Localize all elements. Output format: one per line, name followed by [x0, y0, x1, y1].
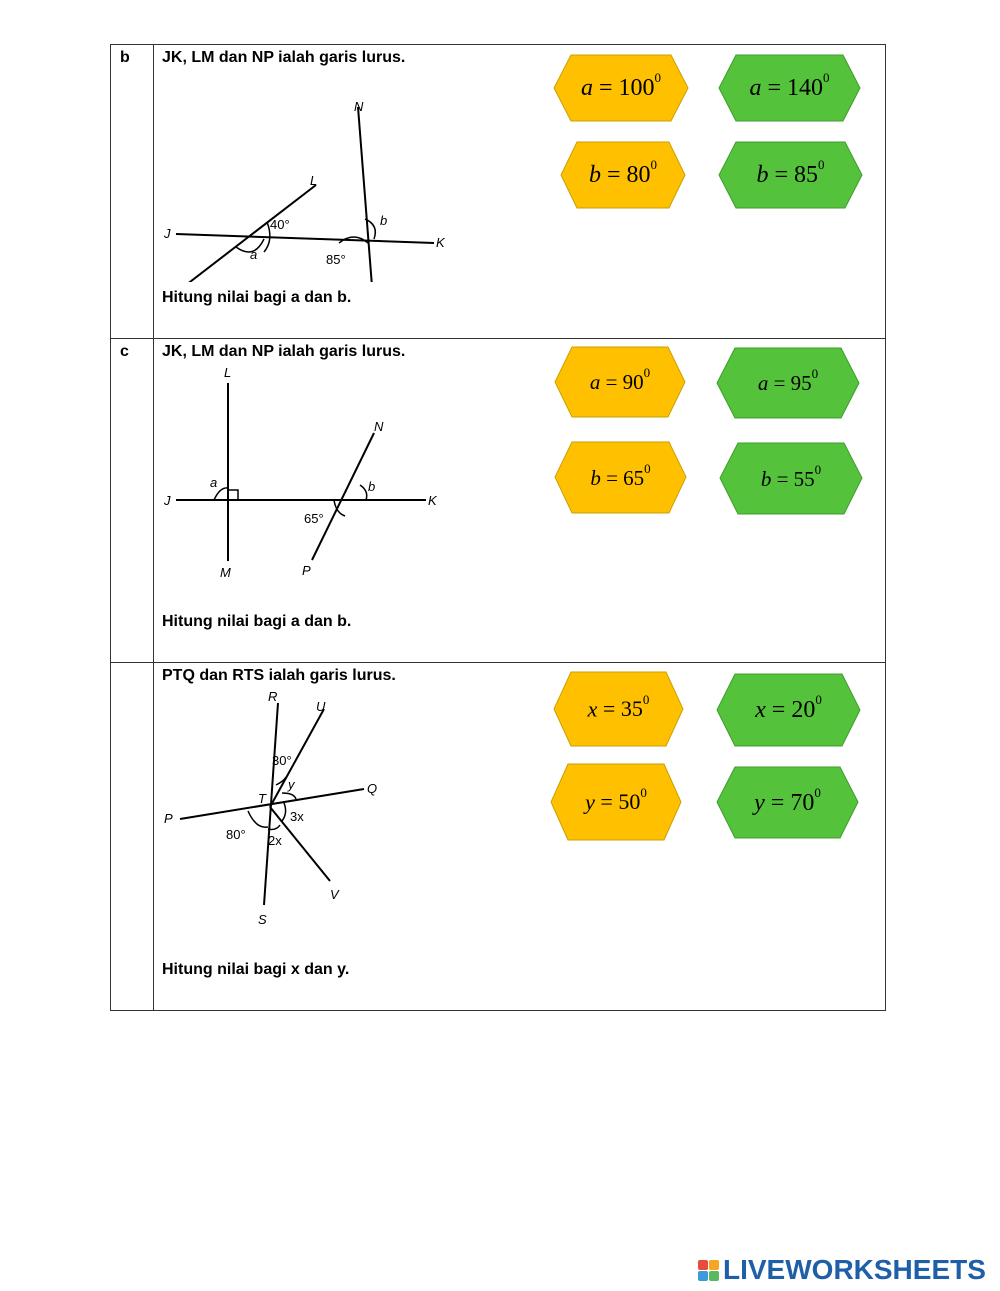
answer-text: $b = 55^0$: [760, 461, 822, 491]
question-statement: JK, LM dan NP ialah garis lurus.: [162, 49, 406, 66]
angle-label: 80°: [226, 827, 246, 842]
angle-label: 30°: [272, 753, 292, 768]
answer-text: $a = 90^0$: [589, 365, 651, 394]
answer-x-35-button[interactable]: [553, 671, 684, 747]
question-statement: PTQ dan RTS ialah garis lurus.: [162, 667, 396, 684]
point-label: S: [258, 912, 267, 927]
answer-text: $y = 70^0$: [754, 784, 821, 816]
angle-label: 2x: [268, 833, 282, 848]
point-label: V: [330, 887, 339, 902]
question-statement: JK, LM dan NP ialah garis lurus.: [162, 343, 406, 360]
answer-text: $b = 65^0$: [590, 460, 651, 490]
angle-label: 85°: [326, 252, 346, 267]
point-label: M: [220, 565, 231, 580]
point-label: L: [310, 173, 318, 188]
unknown-label: a: [210, 475, 218, 490]
unknown-label: b: [380, 213, 388, 228]
liveworksheets-logo: [698, 1254, 986, 1286]
point-label: N: [354, 99, 364, 114]
brand-name: LIVEWORKSHEETS: [723, 1254, 986, 1285]
angle-label: 3x: [290, 809, 304, 824]
point-label: K: [428, 493, 437, 508]
unknown-label: a: [250, 247, 258, 262]
answer-b-55-button[interactable]: [719, 442, 863, 515]
answer-b-65-button[interactable]: [554, 441, 687, 514]
question-prompt: Hitung nilai bagi x dan y.: [162, 961, 350, 978]
answer-y-50-button[interactable]: [550, 763, 682, 841]
point-label: K: [436, 235, 445, 250]
angle-figure-b: [164, 97, 454, 282]
answer-x-20-button[interactable]: [716, 673, 861, 747]
angle-figure-c: [164, 363, 454, 583]
angle-label: 40°: [270, 217, 290, 232]
answer-a-95-button[interactable]: [716, 347, 860, 419]
point-label: R: [268, 689, 278, 704]
answer-text: $x = 35^0$: [587, 691, 650, 722]
point-label: P: [302, 563, 311, 578]
liveworksheets-logo-icon: [698, 1260, 719, 1281]
answer-b-80-button[interactable]: [560, 141, 686, 209]
answer-text: $x = 20^0$: [755, 692, 822, 723]
row-label: [111, 663, 154, 1011]
question-prompt: Hitung nilai bagi a dan b.: [162, 613, 352, 630]
answer-y-70-button[interactable]: [716, 766, 859, 839]
point-label: T: [258, 791, 266, 806]
row-label: b: [111, 45, 154, 339]
point-label: J: [164, 493, 171, 508]
point-label: L: [224, 365, 232, 380]
row-label: c: [111, 339, 154, 663]
point-label: N: [374, 419, 384, 434]
answer-b-85-button[interactable]: [718, 141, 863, 209]
answer-a-100-button[interactable]: [553, 54, 689, 122]
answer-a-140-button[interactable]: [718, 54, 861, 122]
question-prompt: Hitung nilai bagi a dan b.: [162, 289, 352, 306]
point-label: P: [164, 811, 173, 826]
answer-text: $b = 85^0$: [756, 157, 825, 188]
unknown-label: y: [288, 777, 295, 792]
answer-a-90-button[interactable]: [554, 346, 686, 418]
point-label: Q: [367, 781, 378, 796]
unknown-label: b: [368, 479, 376, 494]
answer-text: $y = 50^0$: [585, 784, 647, 815]
point-label: J: [164, 226, 171, 241]
answer-text: $a = 100^0$: [580, 70, 662, 101]
angle-figure-ptq: [164, 689, 424, 939]
answer-text: $b = 80^0$: [588, 157, 658, 188]
angle-label: 65°: [304, 511, 324, 526]
answer-text: $a = 140^0$: [749, 70, 830, 101]
answer-text: $a = 95^0$: [757, 366, 819, 395]
point-label: U: [316, 699, 326, 714]
